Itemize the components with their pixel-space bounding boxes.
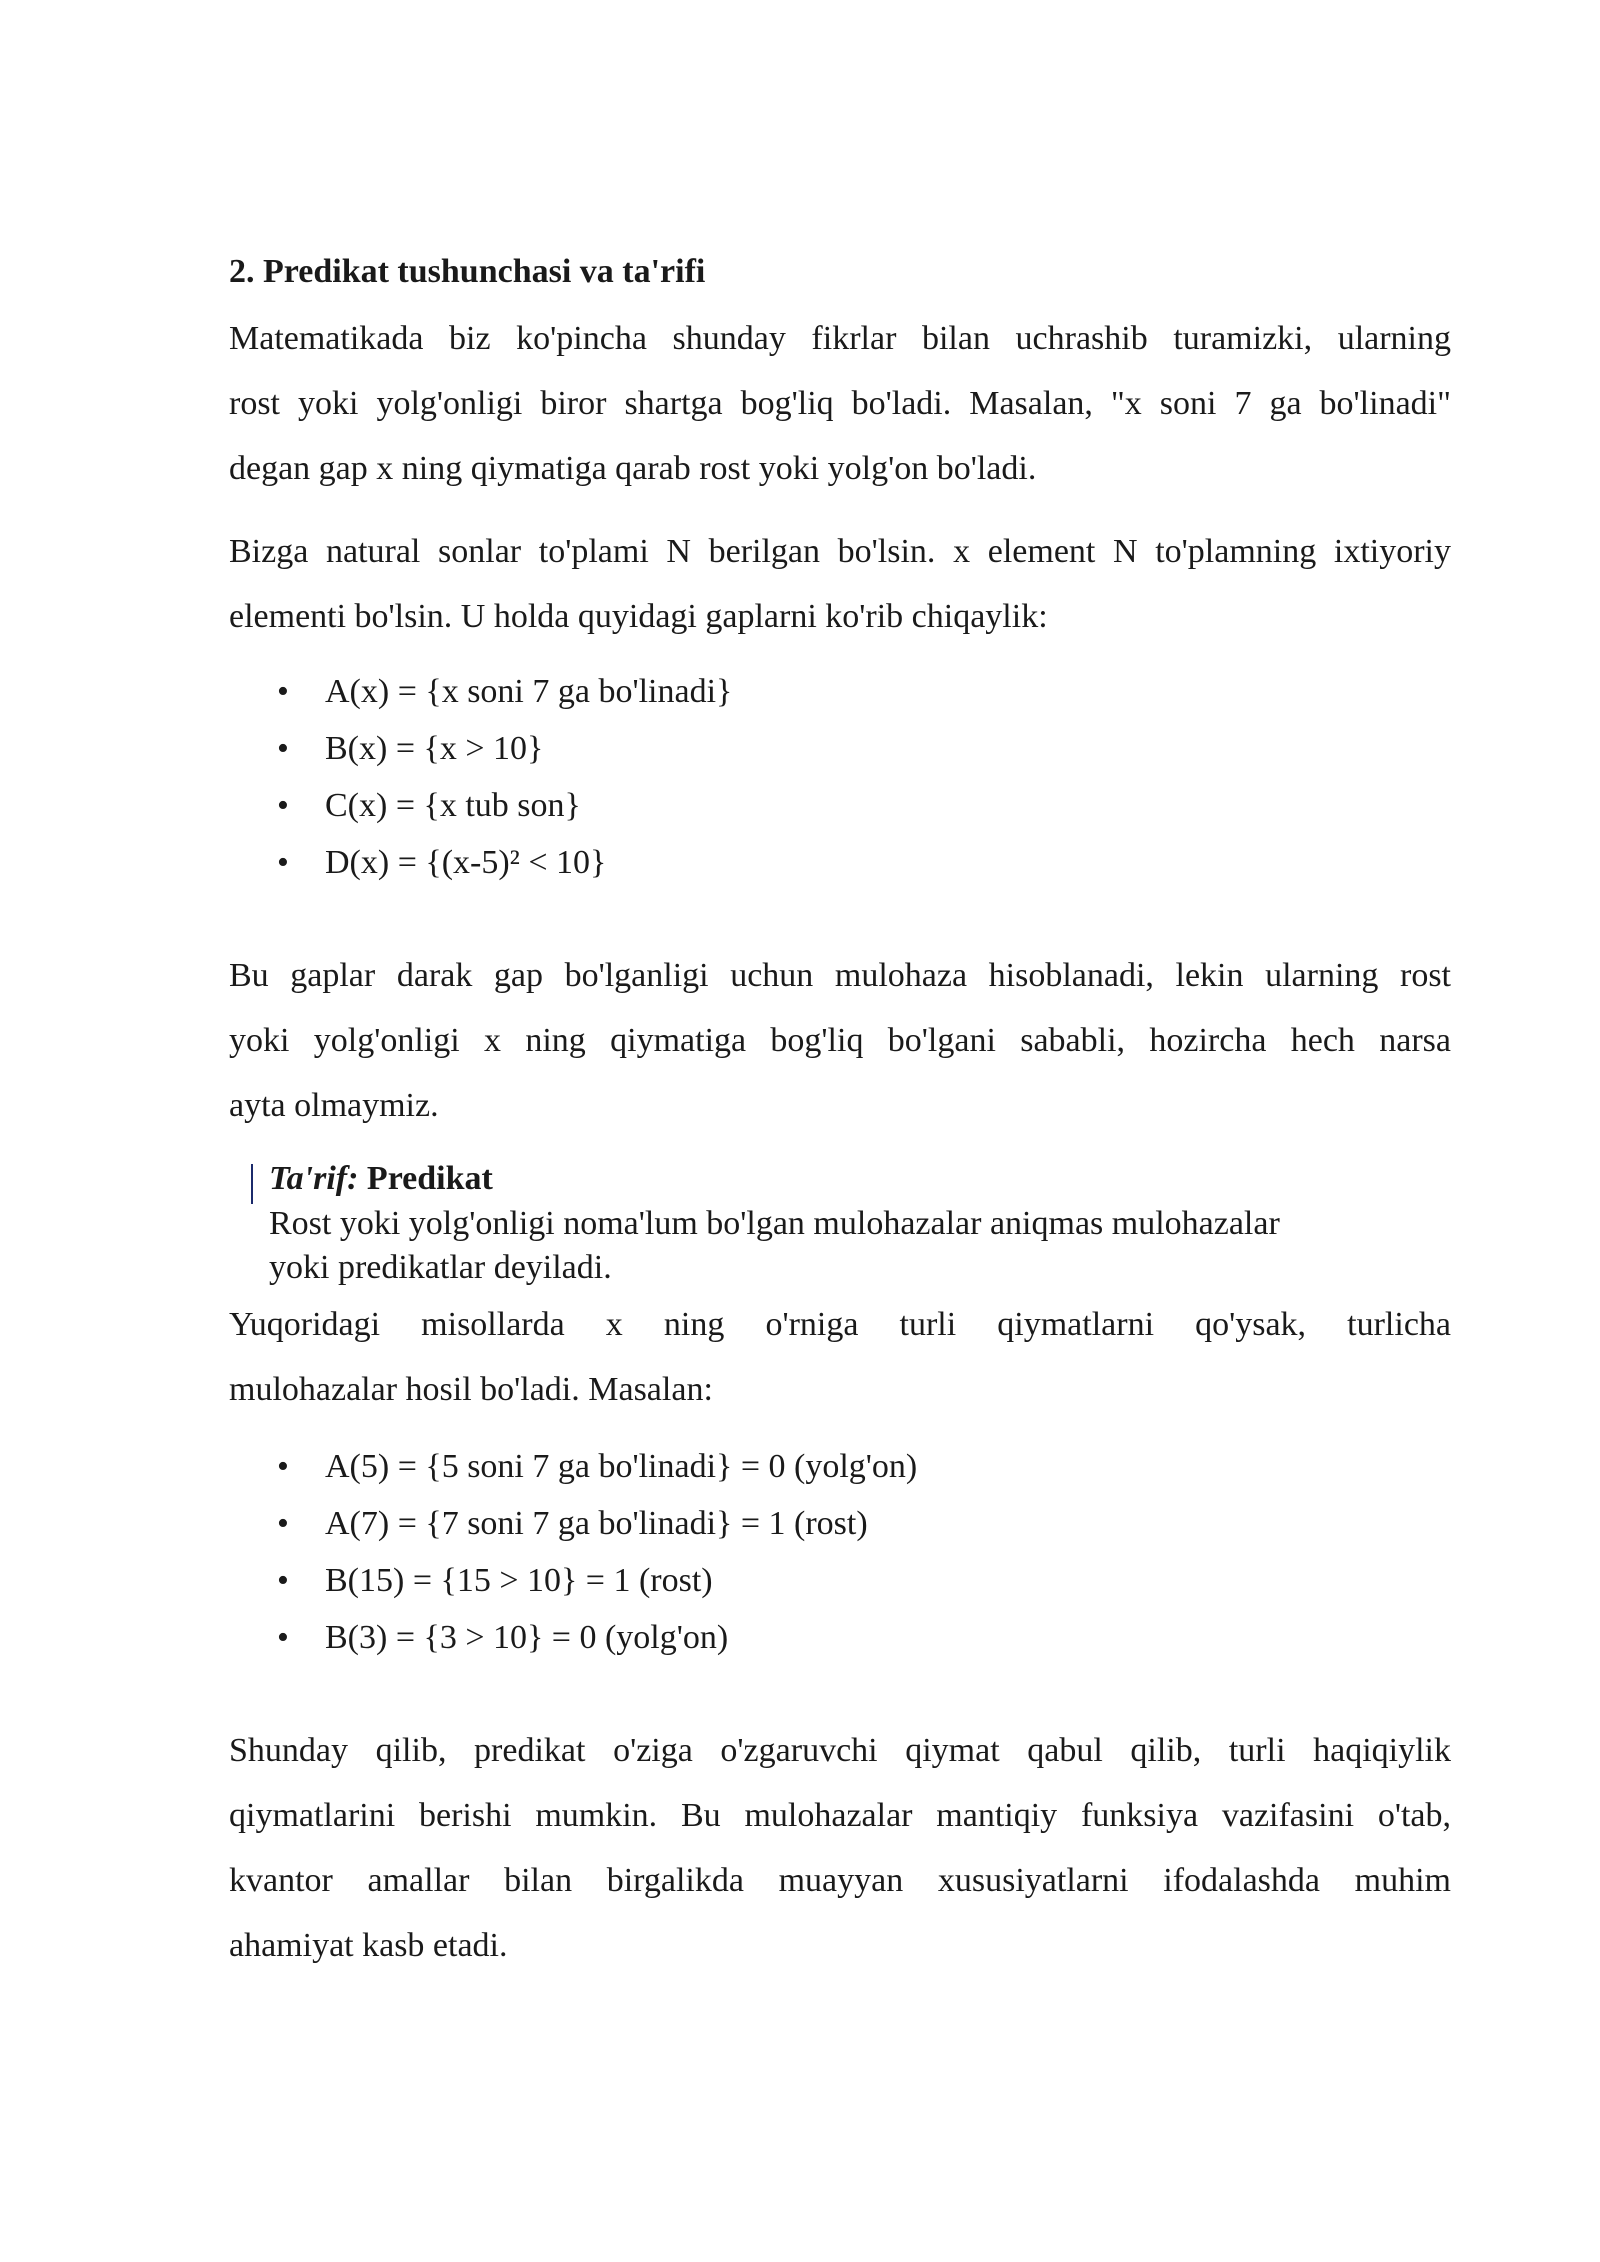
predicate-c: C(x) = {x tub son} (325, 787, 581, 824)
after-line-2: yoki yolg'onligi x ning qiymatiga bog'liq bo'lgani sababli, hozircha hech narsa (229, 1022, 1451, 1059)
bullet-icon: • (277, 1505, 289, 1542)
after-line-3: ayta olmaymiz. (229, 1087, 439, 1124)
conclusion-line-2: qiymatlarini berishi mumkin. Bu mulohazalar mantiqiy funksiya vazifasini o'tab, (229, 1797, 1451, 1834)
bullet-icon: • (277, 787, 289, 824)
predicate-b: B(x) = {x > 10} (325, 730, 544, 767)
list-item (277, 1495, 1451, 1552)
example-b15: B(15) = {15 > 10} = 1 (rost) (325, 1562, 713, 1599)
bullet-icon: • (277, 1619, 289, 1656)
definition-body (269, 1202, 1449, 1290)
example-list (229, 1438, 1451, 1666)
list-item (277, 1438, 1451, 1495)
example-a7: A(7) = {7 soni 7 ga bo'linadi} = 1 (rost) (325, 1505, 868, 1542)
substitution-paragraph (229, 1292, 1451, 1422)
intro-paragraph (229, 306, 1451, 501)
setup-line-2: elementi bo'lsin. U holda quyidagi gaplarni ko'rib chiqaylik: (229, 598, 1048, 635)
bullet-icon: • (277, 730, 289, 767)
list-item (277, 720, 1451, 777)
definition-bar (251, 1164, 253, 1204)
list-item (277, 1609, 1451, 1666)
definition-title (269, 1156, 1451, 1202)
after-line-1: Bu gaplar darak gap bo'lganligi uchun mulohaza hisoblanadi, lekin ularning rost (229, 957, 1451, 994)
list-item (277, 663, 1451, 720)
definition-line-2: yoki predikatlar deyiladi. (269, 1249, 612, 1286)
intro-line-2: rost yoki yolg'onligi biror shartga bog'liq bo'ladi. Masalan, "x soni 7 ga bo'linadi" (229, 385, 1451, 422)
bullet-icon: • (277, 1448, 289, 1485)
conclusion-paragraph (229, 1718, 1451, 1978)
conclusion-line-1: Shunday qilib, predikat o'ziga o'zgaruvchi qiymat qabul qilib, turli haqiqiylik (229, 1732, 1451, 1769)
definition-term: Predikat (366, 1160, 493, 1197)
definition-lead: Ta'rif: (269, 1160, 359, 1197)
substitution-line-1: Yuqoridagi misollarda x ning o'rniga turli qiymatlarni qo'ysak, turlicha (229, 1306, 1451, 1343)
definition-line-1: Rost yoki yolg'onligi noma'lum bo'lgan mulohazalar aniqmas mulohazalar (269, 1205, 1280, 1242)
conclusion-line-3: kvantor amallar bilan birgalikda muayyan xususiyatlarni ifodalashda muhim (229, 1862, 1451, 1899)
predicate-list (229, 663, 1451, 891)
intro-line-1: Matematikada biz ko'pincha shunday fikrlar bilan uchrashib turamizki, ularning (229, 320, 1451, 357)
bullet-icon: • (277, 844, 289, 881)
example-a5: A(5) = {5 soni 7 ga bo'linadi} = 0 (yolg'on) (325, 1448, 918, 1485)
substitution-line-2: mulohazalar hosil bo'ladi. Masalan: (229, 1371, 713, 1408)
list-item (277, 1552, 1451, 1609)
list-item (277, 777, 1451, 834)
bullet-icon: • (277, 1562, 289, 1599)
conclusion-line-4: ahamiyat kasb etadi. (229, 1927, 508, 1964)
section-heading: 2. Predikat tushunchasi va ta'rifi (229, 253, 706, 290)
predicate-a: A(x) = {x soni 7 ga bo'linadi} (325, 673, 733, 710)
list-item (277, 834, 1451, 891)
intro-line-3: degan gap x ning qiymatiga qarab rost yoki yolg'on bo'ladi. (229, 450, 1037, 487)
document-page (229, 248, 1451, 1978)
after-predicates-paragraph (229, 943, 1451, 1138)
setup-paragraph (229, 519, 1451, 649)
definition-block (251, 1156, 1451, 1290)
setup-line-1: Bizga natural sonlar to'plami N berilgan bo'lsin. x element N to'plamning ixtiyoriy (229, 533, 1451, 570)
bullet-icon: • (277, 673, 289, 710)
predicate-d: D(x) = {(x-5)² < 10} (325, 844, 607, 881)
example-b3: B(3) = {3 > 10} = 0 (yolg'on) (325, 1619, 729, 1656)
